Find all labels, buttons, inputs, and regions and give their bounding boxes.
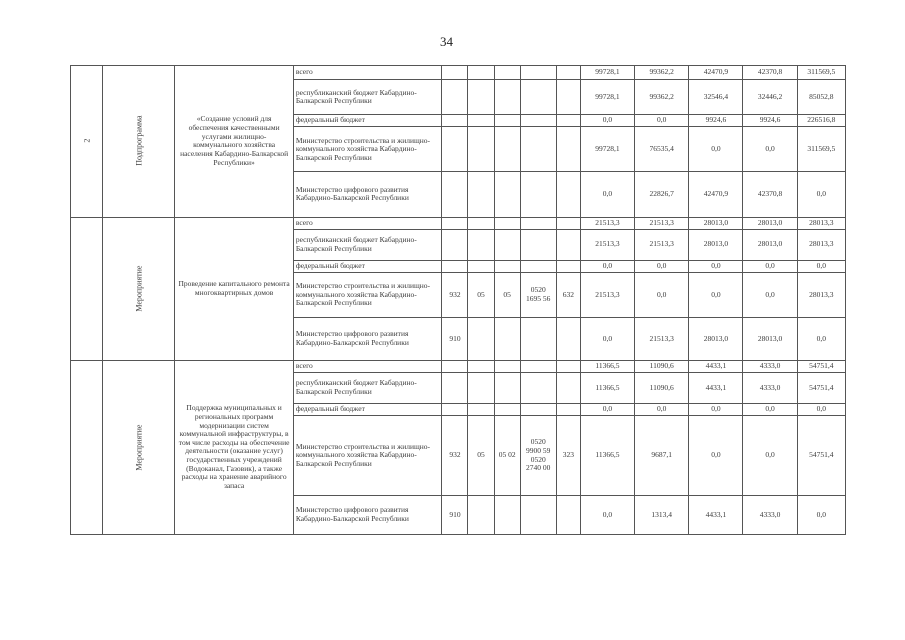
amount-year-4: 0,0 xyxy=(743,272,797,317)
amount-year-3: 42470,9 xyxy=(689,66,743,80)
budget-code-pr xyxy=(494,172,520,217)
budget-code-grbs xyxy=(442,360,468,372)
amount-year-2: 76535,4 xyxy=(635,127,689,172)
row-number: 2 xyxy=(81,139,91,144)
amount-year-1: 99728,1 xyxy=(580,127,634,172)
item-name: Проведение капитального ремонта многоквартирных домов xyxy=(175,217,293,360)
item-name: Поддержка муниципальных и региональных программ модернизации систем коммунальной инфраструктуры, в том числе расходы на обеспечение деятельности (оказание услуг) государственных учреждений (Водоканал, Газовик), а также расходы на хранение аварийного запаса xyxy=(175,360,293,534)
row-number-cell xyxy=(71,66,103,218)
amount-year-2: 11090,6 xyxy=(635,373,689,404)
budget-code-pr xyxy=(494,373,520,404)
amount-year-3: 4433,1 xyxy=(689,360,743,372)
amount-year-4: 0,0 xyxy=(743,416,797,496)
amount-year-4: 9924,6 xyxy=(743,115,797,127)
budget-code-vr: 323 xyxy=(556,416,580,496)
budget-code-pr xyxy=(494,495,520,534)
amount-year-4: 0,0 xyxy=(743,127,797,172)
budget-code-vr xyxy=(556,66,580,80)
amount-year-4: 42370,8 xyxy=(743,66,797,80)
amount-year-4: 0,0 xyxy=(743,260,797,272)
amount-year-5: 54751,4 xyxy=(797,373,845,404)
funding-source: Министерство строительства и жилищно-коммунального хозяйства Кабардино-Балкарской Республики xyxy=(293,127,442,172)
budget-code-pr: 05 02 xyxy=(494,416,520,496)
budget-code-pr xyxy=(494,217,520,229)
budget-code-grbs xyxy=(442,115,468,127)
amount-year-3: 0,0 xyxy=(689,403,743,415)
budget-code-csr: 0520 1695 56 xyxy=(520,272,556,317)
funding-source: Министерство цифрового развития Кабардино-Балкарской Республики xyxy=(293,495,442,534)
budget-code-csr xyxy=(520,260,556,272)
budget-code-rz xyxy=(468,172,494,217)
funding-source: всего xyxy=(293,360,442,372)
funding-source: республиканский бюджет Кабардино-Балкарской Республики xyxy=(293,229,442,260)
amount-year-1: 21513,3 xyxy=(580,229,634,260)
page-number: 34 xyxy=(440,34,453,49)
amount-year-2: 21513,3 xyxy=(635,317,689,360)
budget-code-csr xyxy=(520,115,556,127)
budget-code-vr: 632 xyxy=(556,272,580,317)
budget-code-grbs xyxy=(442,172,468,217)
budget-code-vr xyxy=(556,360,580,372)
item-name: «Создание условий для обеспечения качественными услугами жилищно-коммунального хозяйства населения Кабардино-Балкарской Республики» xyxy=(175,66,293,218)
item-type: Мероприятие xyxy=(134,424,144,471)
budget-code-pr xyxy=(494,127,520,172)
funding-source: федеральный бюджет xyxy=(293,403,442,415)
budget-code-grbs: 932 xyxy=(442,416,468,496)
amount-year-2: 0,0 xyxy=(635,272,689,317)
funding-source: всего xyxy=(293,217,442,229)
budget-code-grbs xyxy=(442,260,468,272)
row-number-cell xyxy=(71,217,103,360)
amount-year-3: 0,0 xyxy=(689,127,743,172)
amount-year-4: 42370,8 xyxy=(743,172,797,217)
funding-source: федеральный бюджет xyxy=(293,115,442,127)
amount-year-1: 11366,5 xyxy=(580,373,634,404)
amount-year-4: 4333,0 xyxy=(743,360,797,372)
budget-code-grbs xyxy=(442,217,468,229)
budget-code-vr xyxy=(556,115,580,127)
amount-year-1: 0,0 xyxy=(580,495,634,534)
budget-code-pr xyxy=(494,260,520,272)
budget-code-grbs xyxy=(442,127,468,172)
budget-code-grbs xyxy=(442,403,468,415)
item-type-cell xyxy=(103,217,175,360)
amount-year-5: 0,0 xyxy=(797,260,845,272)
amount-year-5: 311569,5 xyxy=(797,66,845,80)
amount-year-1: 11366,5 xyxy=(580,360,634,372)
budget-code-vr xyxy=(556,80,580,115)
funding-source: республиканский бюджет Кабардино-Балкарской Республики xyxy=(293,80,442,115)
budget-code-vr xyxy=(556,403,580,415)
funding-source: Министерство строительства и жилищно-коммунального хозяйства Кабардино-Балкарской Республики xyxy=(293,416,442,496)
budget-code-grbs xyxy=(442,80,468,115)
amount-year-2: 21513,3 xyxy=(635,229,689,260)
budget-code-csr xyxy=(520,66,556,80)
amount-year-2: 0,0 xyxy=(635,403,689,415)
funding-source: Министерство цифрового развития Кабардино-Балкарской Республики xyxy=(293,317,442,360)
amount-year-1: 99728,1 xyxy=(580,80,634,115)
budget-code-rz xyxy=(468,317,494,360)
budget-code-pr xyxy=(494,66,520,80)
budget-code-vr xyxy=(556,217,580,229)
budget-code-csr xyxy=(520,360,556,372)
amount-year-1: 21513,3 xyxy=(580,217,634,229)
item-type-cell xyxy=(103,360,175,534)
budget-code-pr xyxy=(494,80,520,115)
amount-year-3: 0,0 xyxy=(689,272,743,317)
amount-year-1: 99728,1 xyxy=(580,66,634,80)
budget-code-pr xyxy=(494,317,520,360)
amount-year-2: 0,0 xyxy=(635,115,689,127)
table-row xyxy=(71,66,846,80)
budget-code-grbs: 910 xyxy=(442,495,468,534)
amount-year-5: 0,0 xyxy=(797,403,845,415)
budget-code-rz xyxy=(468,229,494,260)
amount-year-4: 28013,0 xyxy=(743,317,797,360)
budget-code-rz xyxy=(468,495,494,534)
budget-code-grbs: 932 xyxy=(442,272,468,317)
amount-year-5: 28013,3 xyxy=(797,217,845,229)
budget-code-pr xyxy=(494,360,520,372)
budget-code-vr xyxy=(556,495,580,534)
budget-code-grbs xyxy=(442,66,468,80)
amount-year-2: 21513,3 xyxy=(635,217,689,229)
amount-year-1: 11366,5 xyxy=(580,416,634,496)
amount-year-1: 0,0 xyxy=(580,115,634,127)
budget-code-pr xyxy=(494,229,520,260)
funding-source: федеральный бюджет xyxy=(293,260,442,272)
amount-year-5: 0,0 xyxy=(797,172,845,217)
amount-year-2: 1313,4 xyxy=(635,495,689,534)
item-type: Подпрограмма xyxy=(134,115,144,167)
amount-year-3: 9924,6 xyxy=(689,115,743,127)
budget-code-rz: 05 xyxy=(468,272,494,317)
amount-year-4: 4333,0 xyxy=(743,373,797,404)
row-number-cell xyxy=(71,360,103,534)
amount-year-5: 54751,4 xyxy=(797,360,845,372)
budget-code-pr: 05 xyxy=(494,272,520,317)
amount-year-3: 4433,1 xyxy=(689,373,743,404)
budget-code-vr xyxy=(556,260,580,272)
funding-source: республиканский бюджет Кабардино-Балкарской Республики xyxy=(293,373,442,404)
budget-code-csr xyxy=(520,80,556,115)
amount-year-1: 0,0 xyxy=(580,260,634,272)
amount-year-5: 85052,8 xyxy=(797,80,845,115)
budget-code-grbs xyxy=(442,373,468,404)
budget-code-vr xyxy=(556,229,580,260)
amount-year-5: 28013,3 xyxy=(797,229,845,260)
amount-year-5: 0,0 xyxy=(797,495,845,534)
funding-source: Министерство цифрового развития Кабардино-Балкарской Республики xyxy=(293,172,442,217)
amount-year-3: 4433,1 xyxy=(689,495,743,534)
amount-year-5: 226516,8 xyxy=(797,115,845,127)
amount-year-3: 0,0 xyxy=(689,416,743,496)
table-row xyxy=(71,360,846,372)
budget-code-csr xyxy=(520,403,556,415)
budget-code-grbs xyxy=(442,229,468,260)
budget-code-rz xyxy=(468,360,494,372)
budget-code-rz: 05 xyxy=(468,416,494,496)
amount-year-3: 0,0 xyxy=(689,260,743,272)
budget-code-rz xyxy=(468,115,494,127)
budget-code-rz xyxy=(468,66,494,80)
amount-year-5: 0,0 xyxy=(797,317,845,360)
budget-code-csr xyxy=(520,217,556,229)
amount-year-5: 54751,4 xyxy=(797,416,845,496)
budget-code-vr xyxy=(556,172,580,217)
budget-code-rz xyxy=(468,260,494,272)
amount-year-2: 9687,1 xyxy=(635,416,689,496)
amount-year-3: 42470,9 xyxy=(689,172,743,217)
amount-year-1: 0,0 xyxy=(580,403,634,415)
amount-year-3: 32546,4 xyxy=(689,80,743,115)
item-type-cell xyxy=(103,66,175,218)
budget-code-csr xyxy=(520,127,556,172)
amount-year-2: 0,0 xyxy=(635,260,689,272)
amount-year-4: 4333,0 xyxy=(743,495,797,534)
budget-code-grbs: 910 xyxy=(442,317,468,360)
amount-year-2: 99362,2 xyxy=(635,80,689,115)
amount-year-3: 28013,0 xyxy=(689,229,743,260)
budget-code-vr xyxy=(556,127,580,172)
amount-year-4: 32446,2 xyxy=(743,80,797,115)
amount-year-1: 21513,3 xyxy=(580,272,634,317)
amount-year-4: 28013,0 xyxy=(743,229,797,260)
item-type: Мероприятие xyxy=(134,265,144,312)
budget-code-csr: 0520 9900 59 0520 2740 00 xyxy=(520,416,556,496)
funding-source: Министерство строительства и жилищно-коммунального хозяйства Кабардино-Балкарской Республики xyxy=(293,272,442,317)
budget-code-rz xyxy=(468,217,494,229)
amount-year-4: 0,0 xyxy=(743,403,797,415)
budget-code-rz xyxy=(468,127,494,172)
amount-year-4: 28013,0 xyxy=(743,217,797,229)
amount-year-1: 0,0 xyxy=(580,317,634,360)
budget-code-csr xyxy=(520,172,556,217)
table-row xyxy=(71,217,846,229)
amount-year-2: 99362,2 xyxy=(635,66,689,80)
budget-code-vr xyxy=(556,317,580,360)
amount-year-5: 311569,5 xyxy=(797,127,845,172)
budget-code-rz xyxy=(468,373,494,404)
budget-code-csr xyxy=(520,229,556,260)
budget-code-csr xyxy=(520,373,556,404)
budget-table xyxy=(70,65,846,535)
amount-year-1: 0,0 xyxy=(580,172,634,217)
budget-code-pr xyxy=(494,403,520,415)
funding-source: всего xyxy=(293,66,442,80)
budget-code-csr xyxy=(520,317,556,360)
budget-code-csr xyxy=(520,495,556,534)
amount-year-3: 28013,0 xyxy=(689,217,743,229)
budget-code-rz xyxy=(468,403,494,415)
amount-year-5: 28013,3 xyxy=(797,272,845,317)
budget-code-pr xyxy=(494,115,520,127)
amount-year-2: 11090,6 xyxy=(635,360,689,372)
budget-code-vr xyxy=(556,373,580,404)
amount-year-2: 22826,7 xyxy=(635,172,689,217)
budget-code-rz xyxy=(468,80,494,115)
amount-year-3: 28013,0 xyxy=(689,317,743,360)
